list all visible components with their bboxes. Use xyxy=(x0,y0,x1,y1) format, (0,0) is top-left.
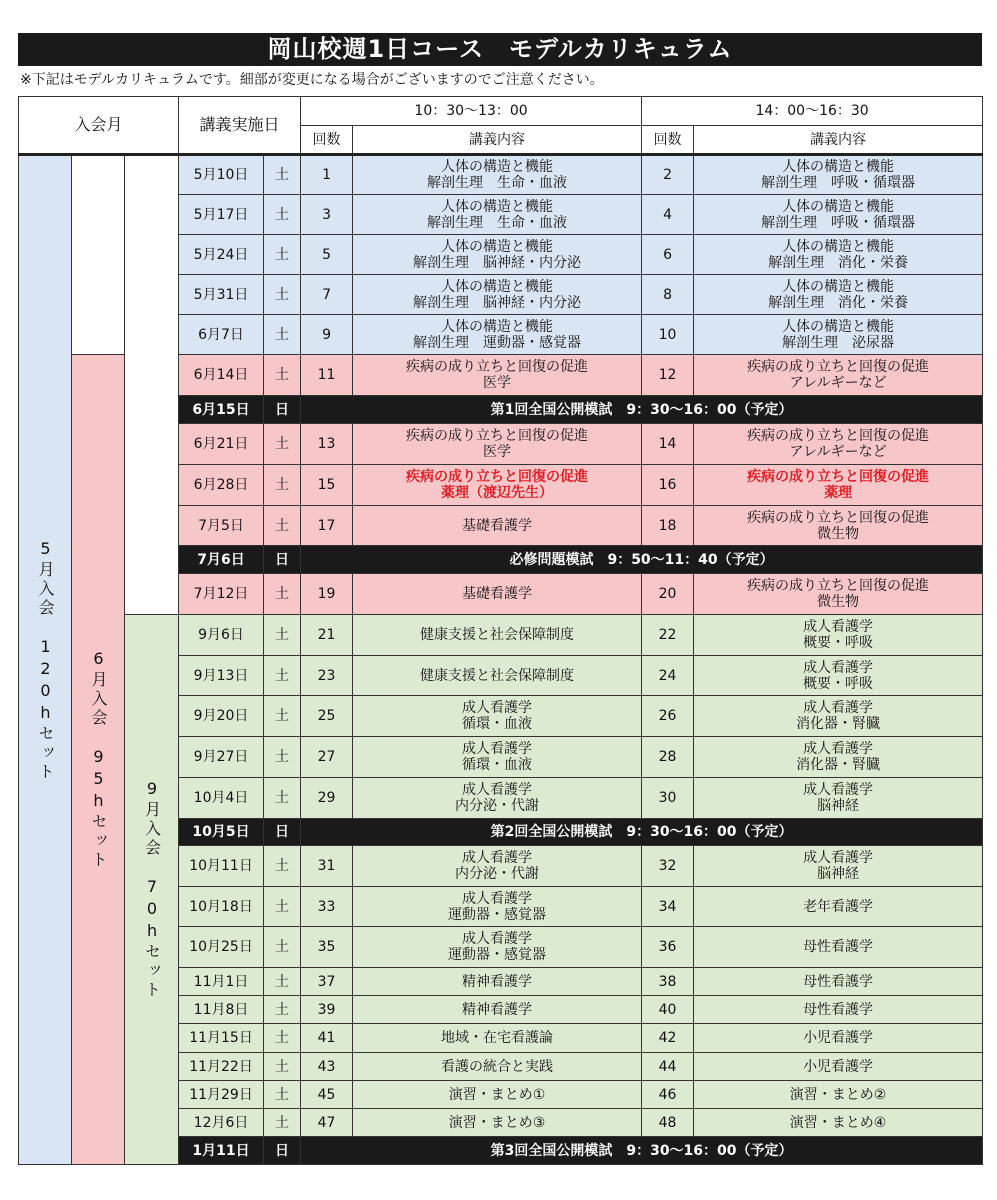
afternoon-content-cell: 成人看護学 消化器・腎臓 xyxy=(694,737,983,778)
morning-count-cell: 9 xyxy=(301,315,353,355)
mock-exam-text: 第1回全国公開模試 9：30〜16：00（予定） xyxy=(301,396,983,424)
morning-count-cell: 29 xyxy=(301,778,353,819)
date-cell: 6月7日 xyxy=(179,315,264,355)
morning-content-cell: 疾病の成り立ちと回復の促進 医学 xyxy=(353,424,642,465)
morning-content-cell: 成人看護学 運動器・感覚器 xyxy=(353,927,642,968)
date-cell: 5月24日 xyxy=(179,235,264,275)
date-cell: 7月12日 xyxy=(179,574,264,615)
afternoon-count-cell: 6 xyxy=(642,235,694,275)
afternoon-content-cell: 人体の構造と機能 解剖生理 泌尿器 xyxy=(694,315,983,355)
morning-content-cell: 人体の構造と機能 解剖生理 生命・血液 xyxy=(353,195,642,235)
afternoon-count-cell: 38 xyxy=(642,968,694,996)
afternoon-content-cell: 母性看護学 xyxy=(694,927,983,968)
afternoon-count-cell: 16 xyxy=(642,465,694,506)
afternoon-count-cell: 18 xyxy=(642,506,694,546)
weekday-cell: 土 xyxy=(264,235,301,275)
afternoon-count-cell: 28 xyxy=(642,737,694,778)
weekday-cell: 土 xyxy=(264,656,301,696)
date-cell: 10月4日 xyxy=(179,778,264,819)
lecture-row xyxy=(19,615,983,656)
date-cell: 6月15日 xyxy=(179,396,264,424)
mock-exam-text: 第3回全国公開模試 9：30〜16：00（予定） xyxy=(301,1137,983,1165)
weekday-cell: 土 xyxy=(264,696,301,737)
afternoon-count-cell: 10 xyxy=(642,315,694,355)
curriculum-body xyxy=(19,155,983,1165)
weekday-cell: 土 xyxy=(264,1053,301,1081)
morning-content-cell: 成人看護学 運動器・感覚器 xyxy=(353,887,642,927)
afternoon-count-cell: 24 xyxy=(642,656,694,696)
morning-count-cell: 13 xyxy=(301,424,353,465)
morning-content-cell: 地域・在宅看護論 xyxy=(353,1024,642,1053)
date-cell: 12月6日 xyxy=(179,1109,264,1137)
morning-content-cell: 疾病の成り立ちと回復の促進 医学 xyxy=(353,355,642,396)
afternoon-content-cell: 母性看護学 xyxy=(694,996,983,1024)
morning-content-cell: 健康支援と社会保障制度 xyxy=(353,656,642,696)
weekday-cell: 土 xyxy=(264,355,301,396)
morning-content-cell: 人体の構造と機能 解剖生理 運動器・感覚器 xyxy=(353,315,642,355)
afternoon-time-header: 14：00〜16：30 xyxy=(642,97,983,126)
weekday-cell: 土 xyxy=(264,506,301,546)
afternoon-count-cell: 36 xyxy=(642,927,694,968)
afternoon-content-cell: 人体の構造と機能 解剖生理 呼吸・循環器 xyxy=(694,155,983,195)
morning-content-cell: 演習・まとめ③ xyxy=(353,1109,642,1137)
date-cell: 5月10日 xyxy=(179,155,264,195)
morning-count-cell: 21 xyxy=(301,615,353,656)
date-cell: 6月21日 xyxy=(179,424,264,465)
weekday-cell: 土 xyxy=(264,968,301,996)
weekday-cell: 土 xyxy=(264,887,301,927)
afternoon-content-cell: 母性看護学 xyxy=(694,968,983,996)
mock-exam-text: 必修問題模試 9：50〜11：40（予定） xyxy=(301,546,983,574)
date-cell: 10月5日 xyxy=(179,819,264,846)
afternoon-content-cell: 演習・まとめ④ xyxy=(694,1109,983,1137)
group-june-cell xyxy=(72,355,125,1165)
date-cell: 10月25日 xyxy=(179,927,264,968)
group-blank-cell xyxy=(72,155,125,355)
weekday-cell: 土 xyxy=(264,424,301,465)
afternoon-count-cell: 42 xyxy=(642,1024,694,1053)
weekday-cell: 日 xyxy=(264,819,301,846)
weekday-cell: 土 xyxy=(264,574,301,615)
morning-count-cell: 43 xyxy=(301,1053,353,1081)
morning-count-header: 回数 xyxy=(301,126,353,155)
weekday-cell: 土 xyxy=(264,996,301,1024)
date-cell: 10月18日 xyxy=(179,887,264,927)
group-may-cell xyxy=(19,155,72,1165)
morning-count-cell: 41 xyxy=(301,1024,353,1053)
afternoon-count-cell: 14 xyxy=(642,424,694,465)
date-cell: 9月27日 xyxy=(179,737,264,778)
morning-count-cell: 17 xyxy=(301,506,353,546)
date-cell: 7月6日 xyxy=(179,546,264,574)
weekday-cell: 日 xyxy=(264,396,301,424)
afternoon-count-cell: 4 xyxy=(642,195,694,235)
afternoon-content-cell: 疾病の成り立ちと回復の促進 薬理 xyxy=(694,465,983,506)
date-cell: 11月15日 xyxy=(179,1024,264,1053)
weekday-cell: 土 xyxy=(264,846,301,887)
morning-count-cell: 1 xyxy=(301,155,353,195)
morning-count-cell: 47 xyxy=(301,1109,353,1137)
afternoon-content-cell: 疾病の成り立ちと回復の促進 微生物 xyxy=(694,574,983,615)
curriculum-table xyxy=(18,96,983,1165)
afternoon-count-cell: 44 xyxy=(642,1053,694,1081)
morning-count-cell: 25 xyxy=(301,696,353,737)
date-cell: 1月11日 xyxy=(179,1137,264,1165)
afternoon-count-cell: 26 xyxy=(642,696,694,737)
weekday-cell: 土 xyxy=(264,615,301,656)
morning-count-cell: 19 xyxy=(301,574,353,615)
afternoon-count-cell: 40 xyxy=(642,996,694,1024)
afternoon-content-cell: 成人看護学 概要・呼吸 xyxy=(694,615,983,656)
morning-count-cell: 15 xyxy=(301,465,353,506)
date-cell: 11月22日 xyxy=(179,1053,264,1081)
afternoon-count-header: 回数 xyxy=(642,126,694,155)
afternoon-content-header: 講義内容 xyxy=(694,126,983,155)
weekday-cell: 土 xyxy=(264,737,301,778)
morning-content-cell: 人体の構造と機能 解剖生理 生命・血液 xyxy=(353,155,642,195)
afternoon-count-cell: 12 xyxy=(642,355,694,396)
morning-count-cell: 39 xyxy=(301,996,353,1024)
weekday-cell: 土 xyxy=(264,778,301,819)
morning-count-cell: 11 xyxy=(301,355,353,396)
afternoon-count-cell: 22 xyxy=(642,615,694,656)
morning-content-cell: 健康支援と社会保障制度 xyxy=(353,615,642,656)
group-june-label: 6月入会 95hセット xyxy=(89,649,108,870)
morning-content-cell: 精神看護学 xyxy=(353,996,642,1024)
morning-content-cell: 成人看護学 内分泌・代謝 xyxy=(353,846,642,887)
weekday-cell: 土 xyxy=(264,155,301,195)
afternoon-content-cell: 小児看護学 xyxy=(694,1053,983,1081)
morning-content-cell: 成人看護学 内分泌・代謝 xyxy=(353,778,642,819)
group-sept-cell xyxy=(125,615,179,1165)
weekday-cell: 日 xyxy=(264,1137,301,1165)
afternoon-count-cell: 48 xyxy=(642,1109,694,1137)
morning-count-cell: 37 xyxy=(301,968,353,996)
weekday-cell: 日 xyxy=(264,546,301,574)
morning-time-header: 10：30〜13：00 xyxy=(301,97,642,126)
date-cell: 7月5日 xyxy=(179,506,264,546)
morning-content-cell: 成人看護学 循環・血液 xyxy=(353,737,642,778)
group-blank-cell-2 xyxy=(125,155,179,615)
date-cell: 11月8日 xyxy=(179,996,264,1024)
date-cell: 5月17日 xyxy=(179,195,264,235)
afternoon-count-cell: 46 xyxy=(642,1081,694,1109)
date-cell: 9月13日 xyxy=(179,656,264,696)
date-cell: 10月11日 xyxy=(179,846,264,887)
morning-count-cell: 27 xyxy=(301,737,353,778)
weekday-cell: 土 xyxy=(264,315,301,355)
morning-count-cell: 23 xyxy=(301,656,353,696)
morning-content-cell: 精神看護学 xyxy=(353,968,642,996)
afternoon-count-cell: 2 xyxy=(642,155,694,195)
afternoon-count-cell: 20 xyxy=(642,574,694,615)
afternoon-count-cell: 8 xyxy=(642,275,694,315)
weekday-cell: 土 xyxy=(264,275,301,315)
afternoon-content-cell: 人体の構造と機能 解剖生理 呼吸・循環器 xyxy=(694,195,983,235)
morning-content-cell: 基礎看護学 xyxy=(353,506,642,546)
weekday-cell: 土 xyxy=(264,465,301,506)
morning-content-cell: 疾病の成り立ちと回復の促進 薬理（渡辺先生） xyxy=(353,465,642,506)
date-cell: 9月20日 xyxy=(179,696,264,737)
afternoon-content-cell: 疾病の成り立ちと回復の促進 アレルギーなど xyxy=(694,355,983,396)
morning-count-cell: 31 xyxy=(301,846,353,887)
weekday-cell: 土 xyxy=(264,1081,301,1109)
morning-content-cell: 基礎看護学 xyxy=(353,574,642,615)
afternoon-content-cell: 人体の構造と機能 解剖生理 消化・栄養 xyxy=(694,275,983,315)
morning-count-cell: 7 xyxy=(301,275,353,315)
weekday-cell: 土 xyxy=(264,195,301,235)
afternoon-content-cell: 疾病の成り立ちと回復の促進 アレルギーなど xyxy=(694,424,983,465)
afternoon-content-cell: 成人看護学 消化器・腎臓 xyxy=(694,696,983,737)
afternoon-content-cell: 成人看護学 脳神経 xyxy=(694,846,983,887)
afternoon-content-cell: 小児看護学 xyxy=(694,1024,983,1053)
date-cell: 6月14日 xyxy=(179,355,264,396)
afternoon-content-cell: 人体の構造と機能 解剖生理 消化・栄養 xyxy=(694,235,983,275)
date-cell: 11月1日 xyxy=(179,968,264,996)
weekday-cell: 土 xyxy=(264,927,301,968)
weekday-cell: 土 xyxy=(264,1024,301,1053)
date-cell: 5月31日 xyxy=(179,275,264,315)
afternoon-count-cell: 32 xyxy=(642,846,694,887)
morning-content-cell: 看護の統合と実践 xyxy=(353,1053,642,1081)
morning-count-cell: 35 xyxy=(301,927,353,968)
date-cell: 11月29日 xyxy=(179,1081,264,1109)
morning-count-cell: 33 xyxy=(301,887,353,927)
afternoon-content-cell: 疾病の成り立ちと回復の促進 微生物 xyxy=(694,506,983,546)
enroll-month-header: 入会月 xyxy=(19,97,179,155)
page-title: 岡山校週1日コース モデルカリキュラム xyxy=(18,33,982,66)
afternoon-count-cell: 30 xyxy=(642,778,694,819)
afternoon-content-cell: 老年看護学 xyxy=(694,887,983,927)
date-cell: 9月6日 xyxy=(179,615,264,656)
morning-content-header: 講義内容 xyxy=(353,126,642,155)
group-sept-label: 9月入会 70hセット xyxy=(142,779,162,1000)
weekday-cell: 土 xyxy=(264,1109,301,1137)
date-cell: 6月28日 xyxy=(179,465,264,506)
lecture-date-header: 講義実施日 xyxy=(179,97,301,155)
morning-content-cell: 演習・まとめ① xyxy=(353,1081,642,1109)
morning-count-cell: 45 xyxy=(301,1081,353,1109)
morning-count-cell: 3 xyxy=(301,195,353,235)
morning-count-cell: 5 xyxy=(301,235,353,275)
group-may-label: 5月入会 120hセット xyxy=(36,538,55,782)
afternoon-count-cell: 34 xyxy=(642,887,694,927)
morning-content-cell: 成人看護学 循環・血液 xyxy=(353,696,642,737)
afternoon-content-cell: 成人看護学 脳神経 xyxy=(694,778,983,819)
afternoon-content-cell: 演習・まとめ② xyxy=(694,1081,983,1109)
disclaimer-note: ※下記はモデルカリキュラムです。細部が変更になる場合がございますのでご注意ください。 xyxy=(20,72,604,88)
mock-exam-text: 第2回全国公開模試 9：30〜16：00（予定） xyxy=(301,819,983,846)
lecture-row xyxy=(19,155,983,195)
morning-content-cell: 人体の構造と機能 解剖生理 脳神経・内分泌 xyxy=(353,275,642,315)
morning-content-cell: 人体の構造と機能 解剖生理 脳神経・内分泌 xyxy=(353,235,642,275)
afternoon-content-cell: 成人看護学 概要・呼吸 xyxy=(694,656,983,696)
